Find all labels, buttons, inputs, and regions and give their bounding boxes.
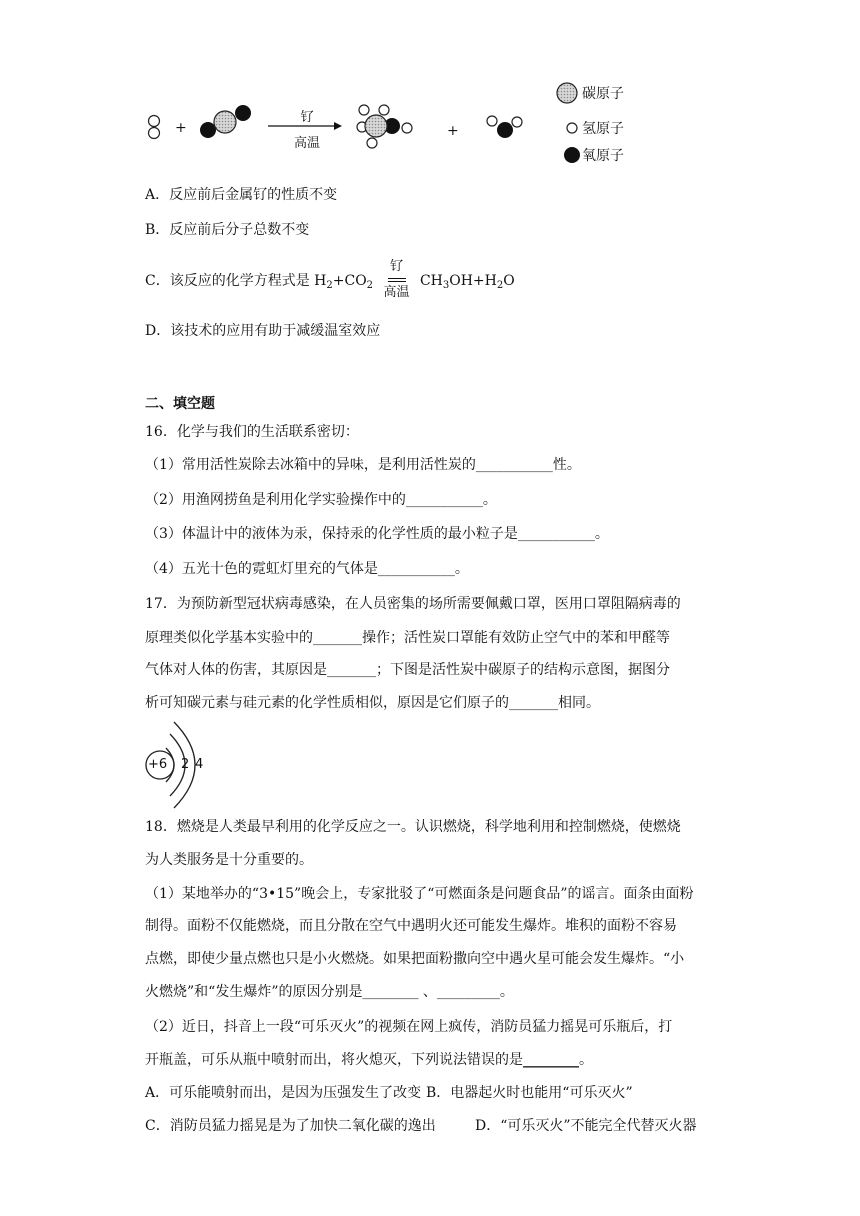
atom-shell2: 4 bbox=[195, 757, 204, 772]
q18-line8-end: 。 bbox=[579, 1052, 593, 1068]
atom-nucleus: +6 bbox=[148, 757, 168, 772]
q17-line4: 析可知碳元素与硅元素的化学性质相似，原因是它们原子的_______相同。 bbox=[145, 695, 600, 711]
q16-part4: （4）五光十色的霓虹灯里充的气体是___________。 bbox=[145, 561, 469, 577]
equation-condition bbox=[380, 259, 414, 300]
carbon-dioxide-molecule bbox=[200, 105, 251, 138]
condition-label: 高温 bbox=[293, 136, 320, 151]
option-a: A．反应前后金属钌的性质不变 bbox=[145, 187, 338, 203]
subscript: 2 bbox=[326, 280, 333, 291]
q18-line6: 火燃烧”和“发生爆炸”的原因分别是________ 、_________。 bbox=[145, 984, 514, 1000]
q18-line4: 制得。面粉不仅能燃烧，而且分散在空气中遇明火还可能发生爆炸。堆积的面粉不容易 bbox=[145, 918, 677, 934]
q18-line8 bbox=[145, 1050, 593, 1070]
option-c bbox=[145, 259, 515, 300]
methanol-molecule bbox=[357, 105, 412, 148]
q18-line8-text: 开瓶盖，可乐从瓶中喷射而出，将火熄灭，下列说法错误的是 bbox=[145, 1052, 523, 1068]
subscript: 3 bbox=[442, 280, 450, 291]
q18-line7: （2）近日，抖音上一段“可乐灭火”的视频在网上疯传，消防员猛力摇晃可乐瓶后，打 bbox=[145, 1019, 673, 1035]
q17-line2: 原理类似化学基本实验中的_______操作；活性炭口罩能有效防止空气中的苯和甲醛等 bbox=[145, 630, 670, 646]
subscript: 2 bbox=[496, 280, 504, 291]
option-c-product: OH+H bbox=[449, 273, 497, 289]
plus-sign: + bbox=[175, 120, 187, 136]
q17-line1: 17．为预防新型冠状病毒感染，在人员密集的场所需要佩戴口罩，医用口罩阻隔病毒的 bbox=[145, 596, 681, 612]
option-b: B．反应前后分子总数不变 bbox=[145, 222, 310, 238]
q18-option-a: A．可乐能喷射而出，是因为压强发生了改变 bbox=[145, 1085, 422, 1101]
q18-answer-blank: ________ bbox=[523, 1052, 579, 1068]
q18-option-c: C．消防员猛力摇晃是为了加快二氧化碳的逸出 bbox=[145, 1118, 436, 1134]
q16-part3: （3）体温计中的液体为汞，保持汞的化学性质的最小粒子是___________。 bbox=[145, 526, 609, 542]
option-d: D．该技术的应用有助于减缓温室效应 bbox=[145, 323, 381, 339]
q16-part2: （2）用渔网捞鱼是利用化学实验操作中的___________。 bbox=[145, 492, 497, 508]
option-c-product: CH bbox=[419, 273, 443, 289]
atom-shell1: 2 bbox=[181, 757, 190, 772]
q17-line3: 气体对人体的伤害，其原因是_______；下图是活性炭中碳原子的结构示意图，据图分 bbox=[145, 662, 670, 678]
legend-carbon-label: 碳原子 bbox=[582, 86, 624, 102]
q16-stem: 16．化学与我们的生活联系密切： bbox=[145, 424, 359, 440]
equals-bar bbox=[388, 278, 406, 279]
hydrogen-molecule bbox=[149, 116, 160, 139]
q18-line5: 点燃，即使少量点燃也只是小火燃烧。如果把面粉撒向空中遇火星可能会发生爆炸。“小 bbox=[145, 951, 685, 967]
legend-carbon-symbol bbox=[557, 83, 577, 103]
q18-option-d: D．“可乐灭火”不能完全代替灭火器 bbox=[475, 1118, 697, 1134]
option-c-reactant: +CO bbox=[332, 273, 367, 289]
q18-line1: 18．燃烧是人类最早利用的化学反应之一。认识燃烧，科学地利用和控制燃烧，使燃烧 bbox=[145, 819, 681, 835]
legend-oxygen-symbol bbox=[564, 147, 580, 163]
option-c-prefix: C．该反应的化学方程式是 H bbox=[145, 273, 327, 289]
q18-line3: （1）某地举办的“3•15”晚会上，专家批驳了“可燃面条是问题食品”的谣言。面条由面粉 bbox=[145, 886, 694, 902]
catalyst-label: 钌 bbox=[300, 110, 314, 125]
water-molecule bbox=[487, 116, 522, 138]
legend-hydrogen-label: 氢原子 bbox=[582, 121, 624, 137]
option-c-product: O bbox=[503, 273, 515, 289]
q18-option-b: B．电器起火时也能用“可乐灭火” bbox=[426, 1085, 633, 1101]
equation-temperature: 高温 bbox=[383, 285, 410, 300]
equals-bar bbox=[388, 281, 406, 282]
legend-hydrogen-symbol bbox=[567, 123, 577, 133]
q18-line2: 为人类服务是十分重要的。 bbox=[145, 852, 313, 868]
q16-part1: （1）常用活性炭除去冰箱中的异味，是利用活性炭的___________性。 bbox=[145, 457, 581, 473]
section-title: 二、填空题 bbox=[145, 396, 215, 412]
equation-catalyst: 钌 bbox=[389, 259, 403, 274]
subscript: 2 bbox=[366, 280, 374, 291]
plus-sign: + bbox=[447, 123, 459, 139]
legend-oxygen-label: 氧原子 bbox=[582, 148, 624, 164]
